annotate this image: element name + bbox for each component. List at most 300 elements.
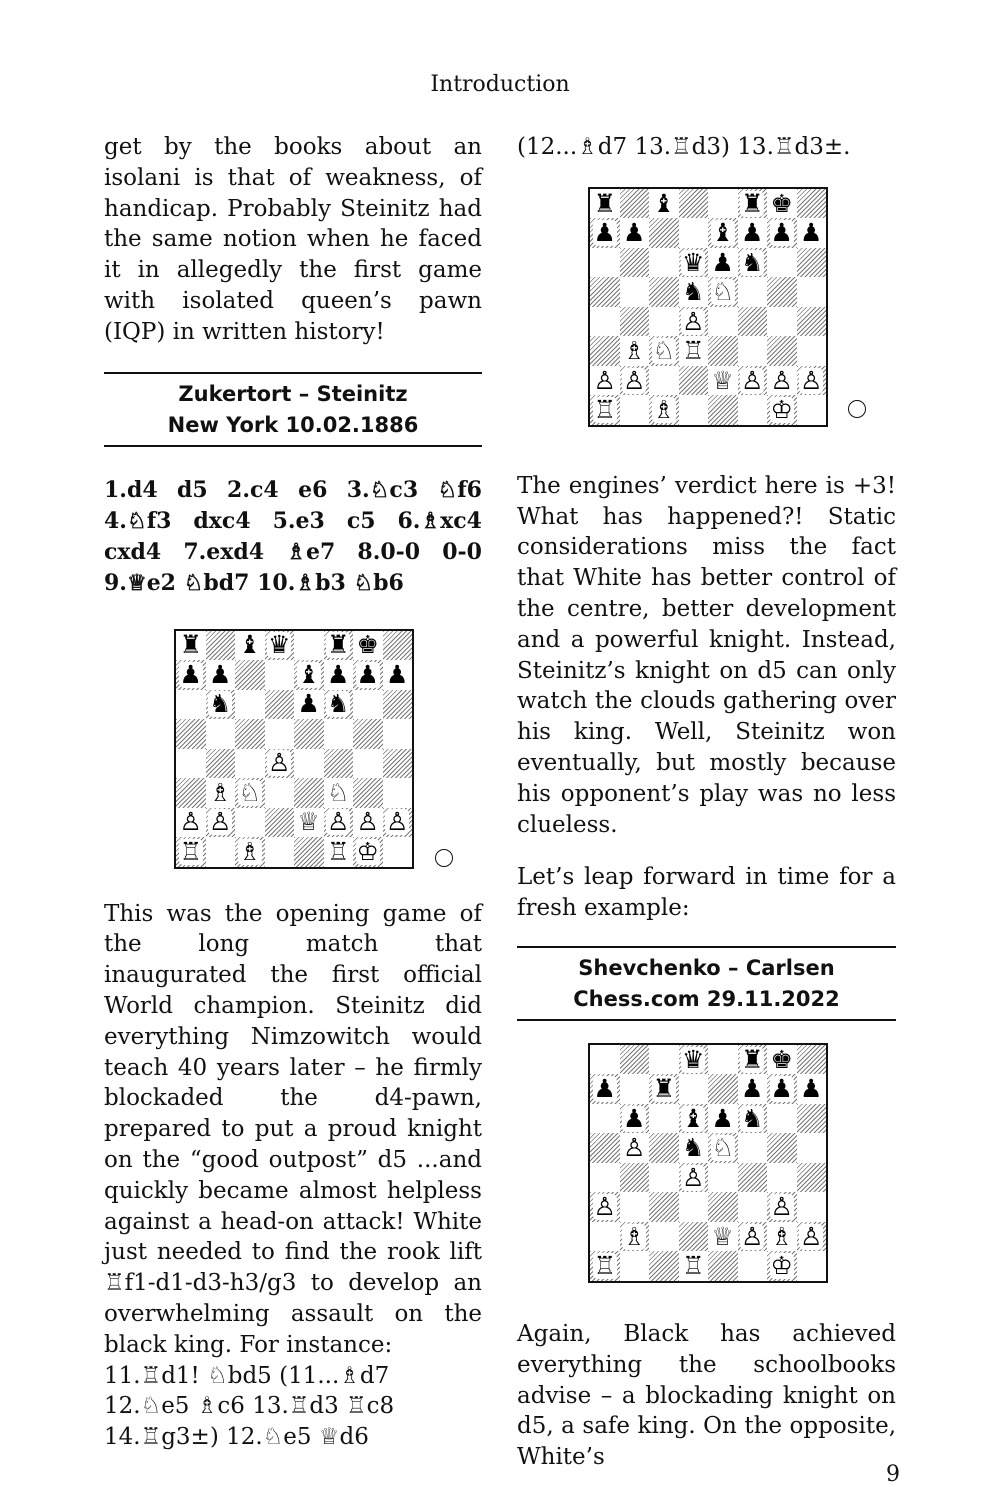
square-g5 [767,1133,797,1163]
square-d5 [679,277,709,307]
square-g1 [767,1251,797,1281]
piece-glyph: ♘ [327,777,350,807]
square-h3 [797,336,827,366]
white-knight-icon [235,778,265,808]
game-header-zukertort-steinitz [104,372,482,447]
paragraph-again-black: Again, Black has achieved everything the schoolbooks advise – a blockading knight on d5, a safe king. On the opposite, White’s [517,1320,896,1471]
black-pawn-icon [708,1104,738,1134]
square-b4 [206,749,236,779]
square-c1 [649,395,679,425]
white-bishop-icon [767,1222,797,1252]
square-a8 [590,189,620,219]
square-e4 [708,307,738,337]
square-g5 [353,719,383,749]
piece-glyph: ♘ [238,777,261,807]
black-pawn-icon [590,1074,620,1104]
square-b5 [620,277,650,307]
black-pawn-icon [620,218,650,248]
piece-glyph: ♙ [593,365,616,395]
square-h3 [797,1192,827,1222]
square-g3 [353,778,383,808]
piece-glyph: ♛ [268,630,291,660]
piece-glyph: ♙ [386,807,409,837]
piece-glyph: ♗ [623,336,646,366]
square-b2 [206,808,236,838]
piece-glyph: ♞ [327,689,350,719]
square-h4 [383,749,413,779]
white-pawn-icon [324,808,354,838]
left-column [104,132,482,1453]
square-h5 [383,719,413,749]
square-f4 [324,749,354,779]
square-a4 [176,749,206,779]
square-c5 [649,277,679,307]
piece-glyph: ♗ [770,1221,793,1251]
square-e3 [708,1192,738,1222]
diagram-1-wrap [104,599,482,891]
square-c2 [235,808,265,838]
piece-glyph: ♕ [711,1221,734,1251]
square-e1 [708,1251,738,1281]
square-f4 [738,1163,768,1193]
square-a8 [590,1045,620,1075]
piece-glyph: ♔ [770,1251,793,1281]
square-f6 [738,248,768,278]
square-f6 [324,690,354,720]
piece-glyph: ♟ [623,1103,646,1133]
square-b1 [620,1251,650,1281]
black-knight-icon [738,1104,768,1134]
square-b8 [620,1045,650,1075]
square-e8 [708,189,738,219]
white-king-icon [767,1251,797,1281]
white-bishop-icon [206,778,236,808]
piece-glyph: ♞ [741,247,764,277]
piece-glyph: ♙ [209,807,232,837]
square-e1 [294,837,324,867]
square-h1 [797,1251,827,1281]
square-b1 [620,395,650,425]
piece-glyph: ♙ [770,365,793,395]
square-b5 [206,719,236,749]
square-f8 [738,189,768,219]
square-g2 [767,366,797,396]
square-a7 [176,660,206,690]
piece-glyph: ♗ [652,395,675,425]
square-a1 [176,837,206,867]
black-queen-icon [679,1045,709,1075]
square-f7 [738,218,768,248]
square-f4 [738,307,768,337]
square-g5 [767,277,797,307]
square-a6 [176,690,206,720]
white-rook-icon [679,336,709,366]
piece-glyph: ♞ [209,689,232,719]
white-pawn-icon [620,1133,650,1163]
square-e7 [708,1074,738,1104]
white-pawn-icon [797,1222,827,1252]
white-pawn-icon [767,1192,797,1222]
square-e7 [708,218,738,248]
square-d5 [265,719,295,749]
square-d1 [265,837,295,867]
square-b2 [620,366,650,396]
black-pawn-icon [767,1074,797,1104]
square-b2 [620,1222,650,1252]
square-b3 [206,778,236,808]
black-pawn-icon [767,218,797,248]
piece-glyph: ♝ [711,218,734,248]
piece-glyph: ♚ [770,1044,793,1074]
piece-glyph: ♟ [800,218,823,248]
square-h5 [797,277,827,307]
right-column [517,132,896,1473]
square-f8 [324,631,354,661]
piece-glyph: ♖ [179,836,202,866]
square-d4 [265,749,295,779]
piece-glyph: ♜ [179,630,202,660]
piece-glyph: ♖ [593,1251,616,1281]
black-knight-icon [738,248,768,278]
piece-glyph: ♝ [682,1103,705,1133]
chess-diagram-2 [588,187,828,427]
square-h6 [797,248,827,278]
square-c1 [235,837,265,867]
square-g7 [767,218,797,248]
square-d7 [679,1074,709,1104]
square-g8 [767,1045,797,1075]
square-b3 [620,336,650,366]
square-d8 [265,631,295,661]
square-h4 [797,1163,827,1193]
square-a1 [590,395,620,425]
white-king-icon [767,395,797,425]
square-g8 [767,189,797,219]
piece-glyph: ♙ [356,807,379,837]
square-e3 [708,336,738,366]
piece-glyph: ♞ [682,277,705,307]
square-e6 [708,248,738,278]
square-b7 [620,218,650,248]
white-pawn-icon [679,1163,709,1193]
square-g4 [767,307,797,337]
running-head: Introduction [430,72,570,97]
square-b6 [620,248,650,278]
white-rook-icon [590,1251,620,1281]
white-pawn-icon [767,366,797,396]
white-knight-icon [324,778,354,808]
piece-glyph: ♕ [711,365,734,395]
piece-glyph: ♘ [652,336,675,366]
square-a2 [176,808,206,838]
black-pawn-icon [738,218,768,248]
piece-glyph: ♝ [297,659,320,689]
square-e6 [708,1104,738,1134]
black-bishop-icon [708,218,738,248]
square-a6 [590,248,620,278]
square-f2 [738,366,768,396]
square-c8 [649,1045,679,1075]
piece-glyph: ♟ [593,218,616,248]
white-knight-icon [708,277,738,307]
white-pawn-icon [353,808,383,838]
square-e4 [708,1163,738,1193]
piece-glyph: ♙ [268,748,291,778]
piece-glyph: ♗ [209,777,232,807]
square-e6 [294,690,324,720]
square-a7 [590,1074,620,1104]
square-a3 [590,1192,620,1222]
square-f5 [738,277,768,307]
piece-glyph: ♟ [623,218,646,248]
white-bishop-icon [620,336,650,366]
square-e8 [708,1045,738,1075]
white-pawn-icon [590,1192,620,1222]
white-knight-icon [708,1133,738,1163]
piece-glyph: ♜ [652,1074,675,1104]
square-g7 [767,1074,797,1104]
square-e5 [708,277,738,307]
piece-glyph: ♙ [327,807,350,837]
square-b7 [206,660,236,690]
square-h2 [383,808,413,838]
game-event: Chess.com 29.11.2022 [573,986,840,1011]
black-rook-icon [590,189,620,219]
piece-glyph: ♟ [593,1074,616,1104]
white-queen-icon [708,366,738,396]
game-moves-1: 1.d4 d5 2.c4 e6 3.♘c3 ♘f6 4.♘f3 dxc4 5.e3 c5 6.♗xc4 cxd4 7.exd4 ♗e7 8.0-0 0-0 9.♕e2 ♘bd7 10.♗b3 ♘b6 [104,476,482,596]
piece-glyph: ♙ [179,807,202,837]
black-pawn-icon [590,218,620,248]
white-king-icon [353,837,383,867]
piece-glyph: ♝ [238,630,261,660]
square-h1 [383,837,413,867]
square-d7 [265,660,295,690]
black-bishop-icon [679,1104,709,1134]
square-b6 [620,1104,650,1134]
variation-1: 11.♖d1! ♘bd5 (11...♗d7 12.♘e5 ♗c6 13.♖d3 ♖c8 14.♖g3±) 12.♘e5 ♕d6 [104,1362,395,1451]
square-h6 [383,690,413,720]
square-h5 [797,1133,827,1163]
piece-glyph: ♙ [682,306,705,336]
square-g2 [353,808,383,838]
square-e2 [294,808,324,838]
white-pawn-icon [590,366,620,396]
piece-glyph: ♟ [770,218,793,248]
chess-diagram-1 [174,629,414,869]
square-d1 [679,1251,709,1281]
piece-glyph: ♞ [741,1103,764,1133]
black-knight-icon [324,690,354,720]
square-b5 [620,1133,650,1163]
piece-glyph: ♙ [682,1162,705,1192]
paragraph-engines-verdict: The engines’ verdict here is +3! What has happened?! Static considerations miss the fact that White has better control of the centre, better development and a powerful knight. Instead, Steinitz’s knight on d5 can only watch the clouds gathering over his king. Well, Steinitz won eventually, but mostly because his opponent’s play was no less clueless. [517,472,896,838]
square-c4 [235,749,265,779]
square-f3 [738,336,768,366]
white-bishop-icon [620,1222,650,1252]
piece-glyph: ♟ [741,218,764,248]
square-d6 [265,690,295,720]
piece-glyph: ♙ [770,1192,793,1222]
square-h7 [797,218,827,248]
square-d5 [679,1133,709,1163]
square-f7 [738,1074,768,1104]
white-queen-icon [294,808,324,838]
piece-glyph: ♜ [741,188,764,218]
square-c8 [649,189,679,219]
paragraph-opening-game: This was the opening game of the long match that inaugurated the first official World champion. Steinitz did everything Nimzowitch would teach 40 years later – he firmly blockaded the d4-pawn, prepared to put a proud knight on the “good outpost” d5 ...and quickly became almost helpless against a head-on attack! White just needed to find the rook lift ♖f1-d1-d3-h3/g3 to develop an overwhelming assault on the black king. For instance: [104,900,482,1358]
black-queen-icon [679,248,709,278]
white-to-move-icon [848,400,866,418]
square-c4 [649,307,679,337]
piece-glyph: ♙ [593,1192,616,1222]
piece-glyph: ♟ [741,1074,764,1104]
square-e4 [294,749,324,779]
piece-glyph: ♙ [800,365,823,395]
square-h7 [797,1074,827,1104]
square-e3 [294,778,324,808]
paragraph-isolani: get by the books about an isolani is that of weakness, of handicap. Probably Steinitz had the same notion when he faced it in allegedly the first game with isolated queen’s pawn (IQP) in written history! [104,134,482,345]
game-players: Shevchenko – Carlsen [578,955,835,980]
square-b4 [620,307,650,337]
square-d6 [679,1104,709,1134]
black-rook-icon [738,1045,768,1075]
square-d1 [679,395,709,425]
square-g7 [353,660,383,690]
piece-glyph: ♟ [770,1074,793,1104]
square-d7 [679,218,709,248]
black-pawn-icon [797,1074,827,1104]
square-e1 [708,395,738,425]
square-h8 [797,1045,827,1075]
square-a6 [590,1104,620,1134]
black-bishop-icon [294,660,324,690]
square-f1 [324,837,354,867]
white-pawn-icon [176,808,206,838]
square-f7 [324,660,354,690]
piece-glyph: ♟ [386,659,409,689]
white-bishop-icon [235,837,265,867]
square-c7 [649,1074,679,1104]
square-g3 [767,1192,797,1222]
square-d4 [679,1163,709,1193]
square-a4 [590,307,620,337]
piece-glyph: ♜ [327,630,350,660]
square-h1 [797,395,827,425]
square-e8 [294,631,324,661]
black-pawn-icon [176,660,206,690]
square-c6 [235,690,265,720]
white-rook-icon [590,395,620,425]
game-header-shevchenko-carlsen [517,946,896,1021]
black-knight-icon [206,690,236,720]
black-pawn-icon [353,660,383,690]
black-pawn-icon [294,690,324,720]
square-f8 [738,1045,768,1075]
square-g3 [767,336,797,366]
piece-glyph: ♔ [770,395,793,425]
square-c8 [235,631,265,661]
square-h2 [797,366,827,396]
black-king-icon [767,189,797,219]
square-f1 [738,395,768,425]
square-g8 [353,631,383,661]
white-rook-icon [176,837,206,867]
square-d2 [679,366,709,396]
black-pawn-icon [797,218,827,248]
square-c4 [649,1163,679,1193]
piece-glyph: ♝ [652,188,675,218]
square-f1 [738,1251,768,1281]
piece-glyph: ♛ [682,1044,705,1074]
square-d6 [679,248,709,278]
piece-glyph: ♕ [297,807,320,837]
white-pawn-icon [679,307,709,337]
square-f3 [324,778,354,808]
square-b8 [206,631,236,661]
black-rook-icon [649,1074,679,1104]
black-rook-icon [738,189,768,219]
square-f5 [738,1133,768,1163]
white-queen-icon [708,1222,738,1252]
square-e2 [708,1222,738,1252]
square-e7 [294,660,324,690]
piece-glyph: ♚ [770,188,793,218]
white-pawn-icon [206,808,236,838]
square-g1 [353,837,383,867]
white-pawn-icon [738,1222,768,1252]
black-pawn-icon [383,660,413,690]
square-c3 [649,1192,679,1222]
square-h6 [797,1104,827,1134]
square-a2 [590,1222,620,1252]
white-pawn-icon [265,749,295,779]
square-c1 [649,1251,679,1281]
paragraph-leap-forward: Let’s leap forward in time for a fresh example: [517,864,896,922]
square-b1 [206,837,236,867]
square-d3 [265,778,295,808]
square-e2 [708,366,738,396]
square-h8 [383,631,413,661]
square-a1 [590,1251,620,1281]
square-d4 [679,307,709,337]
game-players: Zukertort – Steinitz [178,381,408,406]
square-e5 [294,719,324,749]
square-f3 [738,1192,768,1222]
black-bishop-icon [235,631,265,661]
square-h7 [383,660,413,690]
square-f2 [738,1222,768,1252]
piece-glyph: ♟ [209,659,232,689]
piece-glyph: ♙ [623,1133,646,1163]
square-e5 [708,1133,738,1163]
square-a3 [590,336,620,366]
piece-glyph: ♙ [741,365,764,395]
square-c2 [649,1222,679,1252]
piece-glyph: ♖ [682,1251,705,1281]
piece-glyph: ♜ [741,1044,764,1074]
square-c7 [649,218,679,248]
game-event: New York 10.02.1886 [167,412,419,437]
chess-diagram-3 [588,1043,828,1283]
square-d3 [679,1192,709,1222]
square-f5 [324,719,354,749]
piece-glyph: ♘ [711,1133,734,1163]
black-pawn-icon [324,660,354,690]
white-rook-icon [324,837,354,867]
square-b7 [620,1074,650,1104]
square-d8 [679,1045,709,1075]
